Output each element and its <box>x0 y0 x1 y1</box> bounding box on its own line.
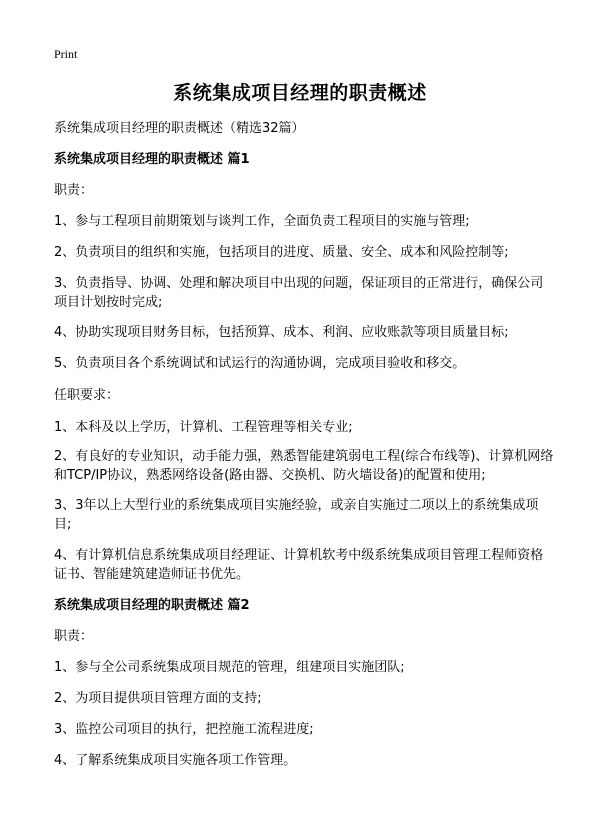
section1-duty-3: 3、负责指导、协调、处理和解决项目中出现的问题，保证项目的正常进行，确保公司项目计划按时完成; <box>54 276 544 310</box>
section1-requirement-3: 3、3年以上大型行业的系统集成项目实施经验，或亲自实施过二项以上的系统集成项目; <box>54 498 539 532</box>
section2-heading: 系统集成项目经理的职责概述 篇2 <box>54 598 250 613</box>
section1-requirement-1: 1、本科及以上学历，计算机、工程管理等相关专业; <box>54 420 353 435</box>
section1-requirement-2: 2、有良好的专业知识，动手能力强，熟悉智能建筑弱电工程(综合布线等)、计算机网络和TCP/IP协议，熟悉网络设备(路由器、交换机、防火墙设备)的配置和使用; <box>54 449 554 483</box>
document-subtitle: 系统集成项目经理的职责概述（精选32篇） <box>54 121 305 136</box>
section2-duty-1: 1、参与全公司系统集成项目规范的管理，组建项目实施团队; <box>54 660 405 675</box>
section1-duties-label: 职责： <box>54 183 94 198</box>
section1-duty-4: 4、协助实现项目财务目标，包括预算、成本、利润、应收账款等项目质量目标; <box>54 325 509 340</box>
document-title: 系统集成项目经理的职责概述 <box>173 82 427 104</box>
section1-duty-1: 1、参与工程项目前期策划与谈判工作，全面负责工程项目的实施与管理; <box>54 214 470 229</box>
section1-heading: 系统集成项目经理的职责概述 篇1 <box>54 152 250 167</box>
section2-duties-label: 职责： <box>54 629 94 644</box>
section1-duty-5: 5、负责项目各个系统调试和试运行的沟通协调，完成项目验收和移交。 <box>54 356 466 371</box>
section2-duty-3: 3、监控公司项目的执行，把控施工流程进度; <box>54 722 314 737</box>
section2-duty-4: 4、了解系统集成项目实施各项工作管理。 <box>54 753 297 768</box>
section1-requirement-4: 4、有计算机信息系统集成项目经理证、计算机软考中级系统集成项目管理工程师资格证书、智能建筑建造师证书优先。 <box>54 548 544 582</box>
print-label: Print <box>54 47 78 61</box>
section1-duty-2: 2、负责项目的组织和实施，包括项目的进度、质量、安全、成本和风险控制等; <box>54 245 509 260</box>
section2-duty-2: 2、为项目提供项目管理方面的支持; <box>54 691 262 706</box>
section1-requirements-label: 任职要求： <box>54 388 120 403</box>
